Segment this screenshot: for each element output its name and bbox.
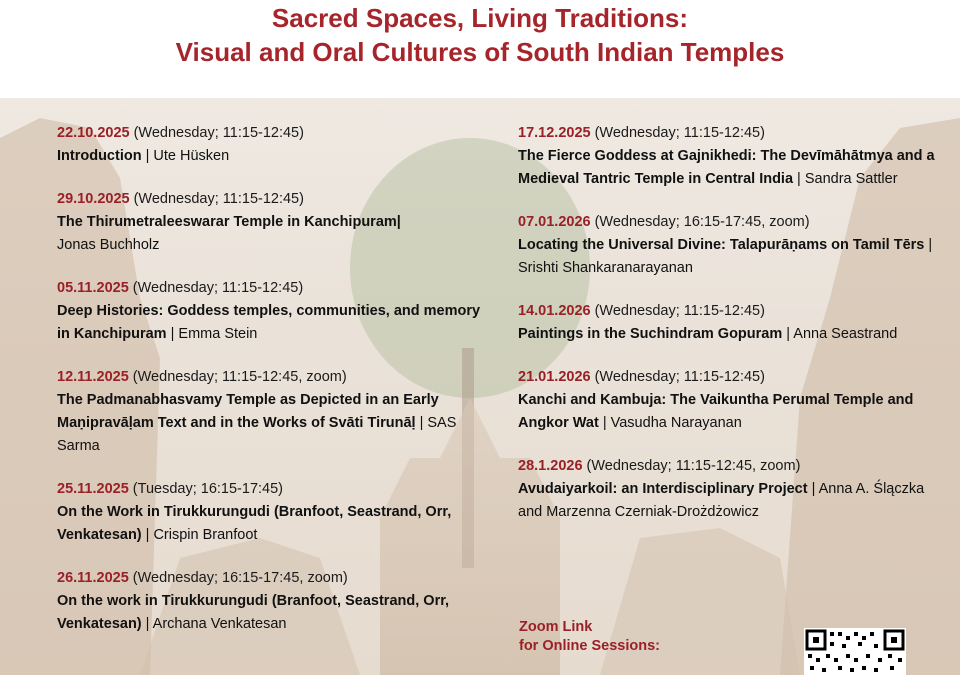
event-title: The Fierce Goddess at Gajnikhedi: The Devīmāhātmya and a Medieval Tantric Temple in Central India xyxy=(518,148,935,187)
temple-background xyxy=(0,98,960,675)
event-title: On the work in Tirukkurungudi (Branfoot, Seastrand, Orr, Venkatesan) xyxy=(57,593,450,632)
event-time: (Wednesday; 11:15-12:45) xyxy=(590,369,765,385)
event-speaker: | Vasudha Narayanan xyxy=(598,415,742,431)
event-date: 29.10.2025 xyxy=(57,191,130,207)
event-time: (Wednesday; 11:15-12:45, zoom) xyxy=(128,369,347,385)
zoom-link-section xyxy=(519,618,660,656)
event-item xyxy=(518,455,938,524)
event-time: (Wednesday; 11:15-12:45, zoom) xyxy=(582,458,801,474)
title-line-1: Sacred Spaces, Living Traditions: xyxy=(271,3,689,33)
event-item xyxy=(57,188,487,257)
event-date: 28.1.2026 xyxy=(518,458,583,474)
event-time: (Wednesday; 11:15-12:45) xyxy=(128,280,304,296)
event-date: 12.11.2025 xyxy=(57,369,129,385)
event-date: 14.01.2026 xyxy=(518,303,591,319)
event-date: 21.01.2026 xyxy=(518,369,591,385)
event-speaker: | SAS Sarma xyxy=(57,415,457,454)
event-date: 07.01.2026 xyxy=(518,214,591,230)
event-speaker: | Anna A. Ślączka and Marzenna Czerniak-Drożdżowicz xyxy=(518,481,925,520)
schedule-right-column xyxy=(518,122,938,544)
event-title: The Padmanabhasvamy Temple as Depicted in an Early Maṇipravāḷam Text and in the Works of Svāti Tirunāḷ xyxy=(57,392,439,431)
event-title: Deep Histories: Goddess temples, communities, and memory in Kanchipuram xyxy=(57,303,481,342)
event-time: (Tuesday; 16:15-17:45) xyxy=(128,481,283,497)
event-item xyxy=(518,366,938,435)
event-speaker: | Emma Stein xyxy=(166,326,258,342)
event-speaker: | Srishti Shankaranarayanan xyxy=(518,237,933,276)
event-speaker: | Anna Seastrand xyxy=(782,326,898,342)
event-title: Kanchi and Kambuja: The Vaikuntha Perumal Temple and Angkor Wat xyxy=(518,392,914,431)
event-item xyxy=(518,122,938,191)
event-item xyxy=(57,366,487,458)
event-speaker: | Crispin Branfoot xyxy=(141,527,258,543)
event-item xyxy=(57,122,487,168)
event-title: On the Work in Tirukkurungudi (Branfoot, Seastrand, Orr, Venkatesan) xyxy=(57,504,452,543)
event-speaker: | Archana Venkatesan xyxy=(141,616,287,632)
event-item xyxy=(57,567,487,636)
event-title: The Thirumetraleeswarar Temple in Kanchipuram| xyxy=(57,214,401,230)
event-time: (Wednesday; 11:15-12:45) xyxy=(590,303,765,319)
event-speaker: Jonas Buchholz xyxy=(57,237,160,253)
event-speaker: | Sandra Sattler xyxy=(793,171,898,187)
event-date: 22.10.2025 xyxy=(57,125,130,141)
event-time: (Wednesday; 11:15-12:45) xyxy=(129,191,304,207)
event-item xyxy=(518,300,938,346)
event-time: (Wednesday; 16:15-17:45, zoom) xyxy=(590,214,810,230)
event-time: (Wednesday; 11:15-12:45) xyxy=(590,125,765,141)
event-item xyxy=(57,478,487,547)
event-speaker: | Ute Hüsken xyxy=(141,148,230,164)
event-date: 05.11.2025 xyxy=(57,280,129,296)
event-time: (Wednesday; 16:15-17:45, zoom) xyxy=(128,570,348,586)
event-date: 17.12.2025 xyxy=(518,125,591,141)
title-line-2: Visual and Oral Cultures of South Indian Temples xyxy=(175,37,785,67)
event-item xyxy=(57,277,487,346)
qr-code-icon[interactable] xyxy=(804,628,906,675)
schedule-left-column xyxy=(57,122,487,656)
event-date: 25.11.2025 xyxy=(57,481,129,497)
event-date: 26.11.2025 xyxy=(57,570,129,586)
header xyxy=(0,0,960,98)
zoom-link-label: Zoom Link xyxy=(519,619,593,635)
event-title: Locating the Universal Divine: Talapurāṇams on Tamil Tērs xyxy=(518,237,925,253)
event-title: Avudaiyarkoil: an Interdisciplinary Project xyxy=(518,481,808,497)
event-title: Paintings in the Suchindram Gopuram xyxy=(518,326,783,342)
zoom-link-sublabel: for Online Sessions: xyxy=(519,638,660,654)
event-item xyxy=(518,211,938,280)
event-time: (Wednesday; 11:15-12:45) xyxy=(129,125,304,141)
event-title: Introduction xyxy=(57,148,142,164)
